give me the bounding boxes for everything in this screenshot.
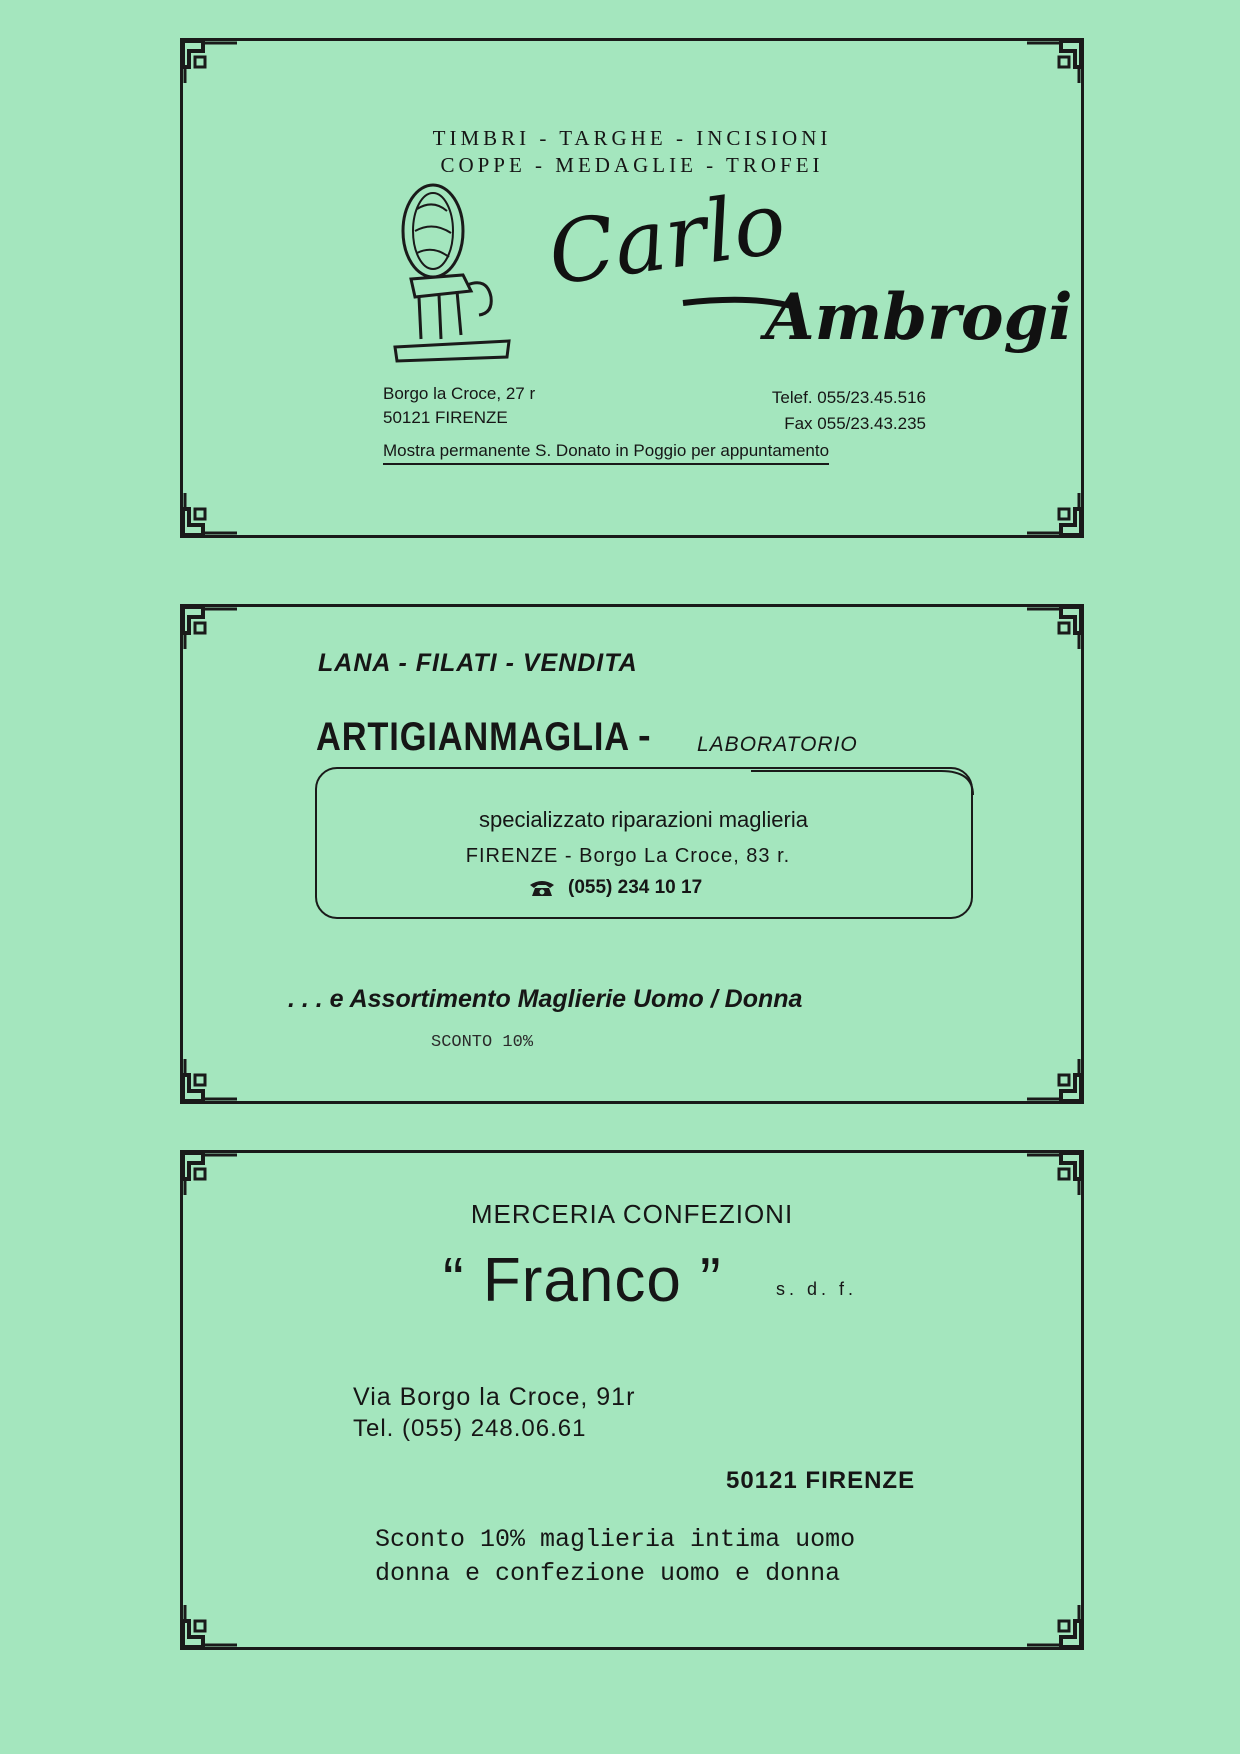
- box-border-hook: [751, 755, 981, 795]
- shop-name: ARTIGIANMAGLIA: [316, 715, 630, 759]
- specialty-text: specializzato riparazioni maglieria: [479, 807, 808, 832]
- assortment-text: . . . e Assortimento Maglierie Uomo / Donna: [288, 985, 803, 1013]
- street-address: Via Borgo la Croce, 91r: [353, 1383, 636, 1411]
- services-line-2: COPPE - MEDAGLIE - TROFEI: [440, 153, 824, 177]
- corner-ornament: [1023, 1057, 1087, 1107]
- address-line-1: Borgo la Croce, 27 r: [383, 384, 536, 403]
- corner-ornament: [1023, 35, 1087, 85]
- shop-tagline: LANA - FILATI - VENDITA: [318, 649, 638, 677]
- corner-ornament: [177, 1603, 241, 1653]
- fax-number: Fax 055/23.43.235: [784, 414, 926, 433]
- telephone-icon: [528, 879, 556, 897]
- shop-heading: MERCERIA CONFEZIONI: [470, 1199, 794, 1229]
- phone-number: Telef. 055/23.45.516: [771, 388, 926, 407]
- corner-ornament: [1023, 1147, 1087, 1197]
- rubber-stamp-icon: [391, 179, 511, 363]
- phone-number: Tel. (055) 248.06.61: [353, 1415, 587, 1442]
- corner-ornament: [177, 35, 241, 85]
- exhibition-note: Mostra permanente S. Donato in Poggio per appuntamento: [383, 441, 829, 465]
- svg-text:Ambrogi: Ambrogi: [765, 280, 1073, 355]
- discount-stamp: SCONTO 10%: [431, 1033, 534, 1052]
- shop-address: FIRENZE - Borgo La Croce, 83 r.: [465, 845, 791, 867]
- promo-line-1: Sconto 10% maglieria intima uomo: [375, 1525, 856, 1554]
- corner-ornament: [1023, 1603, 1087, 1653]
- services-line-1: TIMBRI - TARGHE - INCISIONI: [432, 126, 832, 150]
- corner-ornament: [177, 1057, 241, 1107]
- corner-ornament: [1023, 601, 1087, 651]
- laboratorio-label: LABORATORIO: [697, 733, 858, 756]
- address-line-2: 50121 FIRENZE: [383, 408, 508, 427]
- corner-ornament: [177, 491, 241, 541]
- shop-name: “ Franco ”: [443, 1246, 722, 1315]
- name-separator: -: [638, 715, 651, 757]
- company-type: s. d. f.: [776, 1279, 858, 1299]
- carlo-ambrogi-logo: [533, 173, 1073, 371]
- city: 50121 FIRENZE: [726, 1467, 916, 1494]
- corner-ornament: [1023, 491, 1087, 541]
- ad-franco: [180, 1150, 1084, 1650]
- promo-line-2: donna e confezione uomo e donna: [375, 1559, 841, 1588]
- corner-ornament: [177, 1147, 241, 1197]
- svg-text:Carlo: Carlo: [542, 173, 792, 306]
- shop-phone-number: (055) 234 10 17: [568, 877, 703, 898]
- ad-carlo-ambrogi: [180, 38, 1084, 538]
- shop-phone: [528, 877, 702, 899]
- corner-ornament: [177, 601, 241, 651]
- ad-artigianmaglia: [180, 604, 1084, 1104]
